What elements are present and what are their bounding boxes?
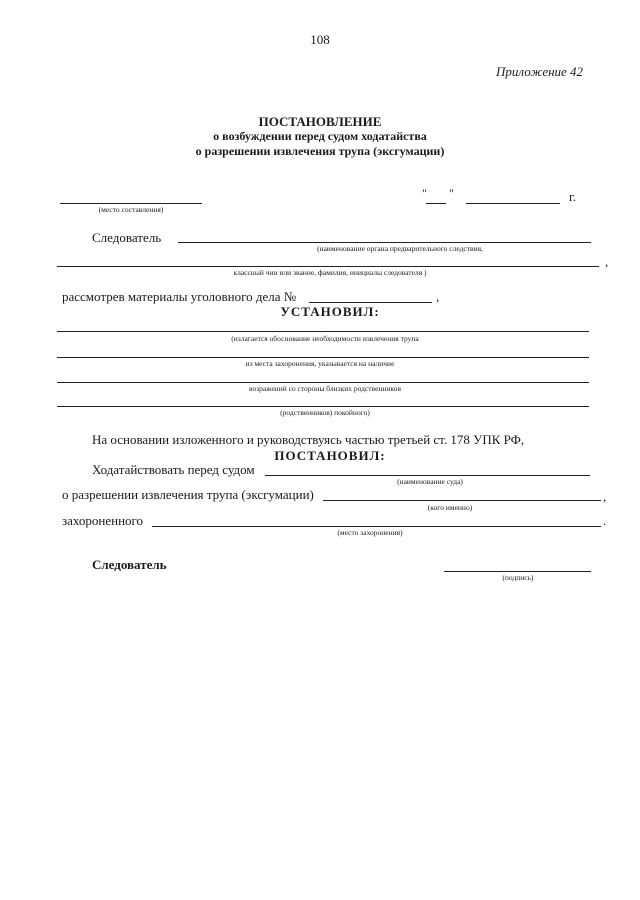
- whom-caption: (кого именно): [427, 503, 473, 512]
- exhumation-text: о разрешении извлечения трупа (эксгумации): [62, 487, 314, 502]
- whom-trailing-comma: ,: [603, 489, 607, 504]
- appendix-label: Приложение 42: [496, 64, 584, 79]
- court-field-line[interactable]: [265, 475, 590, 476]
- date-day-field-line[interactable]: [426, 203, 446, 204]
- court-caption: (наименование суда): [397, 477, 463, 486]
- reason-field-line-3[interactable]: [57, 382, 589, 383]
- signature-field-line[interactable]: [444, 571, 591, 572]
- reason-caption-2: из места захоронения, указывается на наличие: [245, 359, 395, 368]
- date-month-field-line[interactable]: [466, 203, 560, 204]
- burial-place-field-line[interactable]: [152, 526, 601, 527]
- date-year-suffix: г.: [569, 189, 577, 204]
- document-subtitle-2: о разрешении извлечения трупа (эксгумации): [195, 144, 445, 158]
- reason-field-line-4[interactable]: [57, 406, 589, 407]
- petition-text: Ходатайствовать перед судом: [92, 462, 255, 477]
- reviewed-materials-text: рассмотрев материалы уголовного дела №: [62, 289, 297, 304]
- rank-field-line[interactable]: [57, 266, 599, 267]
- rank-trailing-comma: ,: [605, 254, 609, 269]
- signer-label: Следователь: [92, 557, 167, 572]
- date-quote-open: ": [422, 186, 427, 200]
- established-heading: УСТАНОВИЛ:: [280, 304, 380, 319]
- reason-caption-4: (родственников) покойного): [280, 408, 370, 417]
- document-subtitle-1: о возбуждении перед судом ходатайства: [213, 129, 427, 143]
- whom-field-line[interactable]: [323, 500, 601, 501]
- signature-caption: (подпись): [502, 573, 534, 582]
- organ-caption: (наименование органа предварительного следствия,: [317, 244, 483, 253]
- rank-caption: классный чин или звание, фамилия, инициалы следователя ): [233, 268, 427, 277]
- page-number: 108: [310, 32, 330, 47]
- reason-field-line-1[interactable]: [57, 331, 589, 332]
- buried-text: захороненного: [62, 513, 144, 528]
- legal-basis-text: На основании изложенного и руководствуясь частью третьей ст. 178 УПК РФ,: [92, 432, 525, 447]
- place-caption: (место составления): [98, 205, 164, 214]
- reason-caption-3: возражений со стороны близких родственников: [248, 384, 401, 393]
- case-number-field-line[interactable]: [309, 302, 432, 303]
- investigator-label: Следователь: [92, 230, 162, 245]
- burial-trailing-period: .: [603, 513, 607, 528]
- resolved-heading: ПОСТАНОВИЛ:: [274, 448, 386, 463]
- document-title: ПОСТАНОВЛЕНИЕ: [258, 114, 382, 129]
- burial-caption: (место захоронения): [337, 528, 403, 537]
- place-field-line[interactable]: [60, 203, 202, 204]
- reason-caption-1: (излагается обоснование необходимости извлечения трупа: [231, 334, 419, 343]
- date-quote-close: ": [449, 186, 454, 200]
- case-number-comma: ,: [436, 289, 440, 304]
- reason-field-line-2[interactable]: [57, 357, 589, 358]
- organ-field-line[interactable]: [178, 242, 591, 243]
